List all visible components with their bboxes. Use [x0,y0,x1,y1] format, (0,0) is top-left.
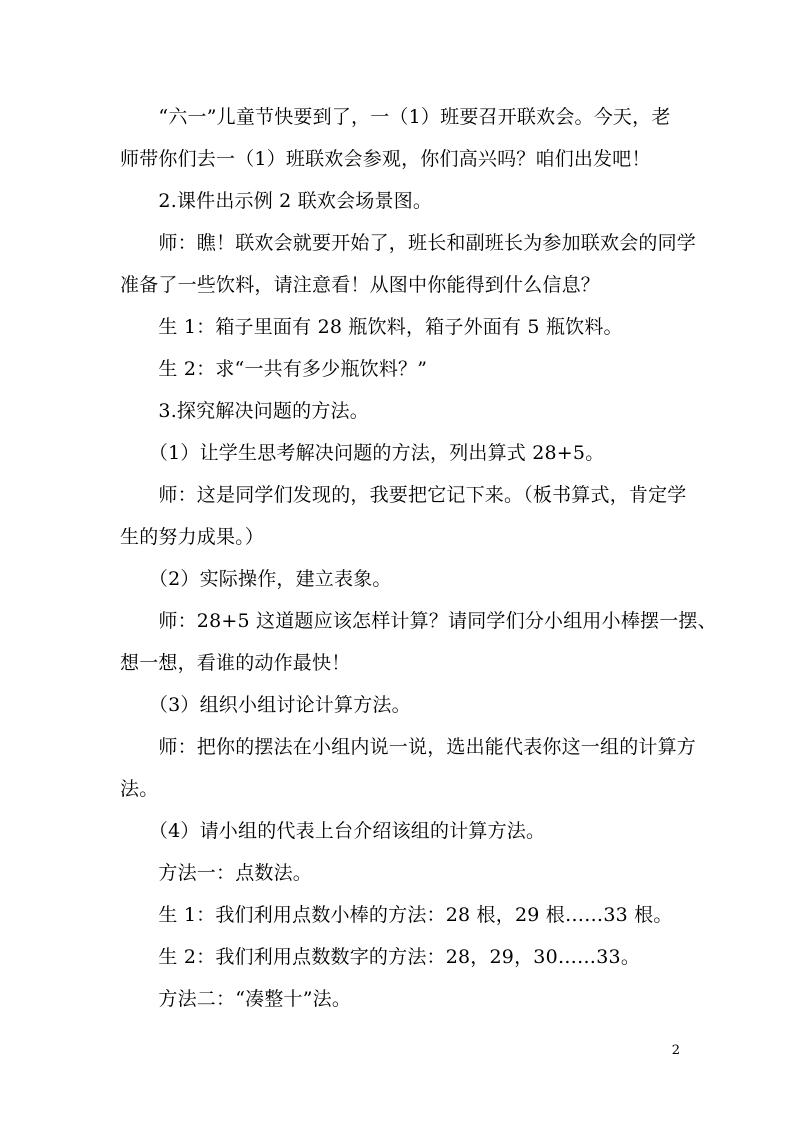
text-line-22: 方法二：“凑整十”法。 [120,988,352,1010]
text-line-3: 2.课件出示例 2 联欢会场景图。 [120,190,433,212]
text-line-1: “六一”儿童节快要到了，一（1）班要召开联欢会。今天，老 [120,106,671,128]
text-line-9: （1）让学生思考解决问题的方法，列出算式 28+5。 [120,442,605,464]
text-line-5: 准备了一些饮料，请注意看！从图中你能得到什么信息？ [120,274,601,296]
text-line-19: 方法一：点数法。 [120,862,313,884]
text-line-17: 法。 [120,778,159,800]
text-line-21: 生 2：我们利用点数数字的方法：28，29，30……33。 [120,946,641,968]
text-line-6: 生 1：箱子里面有 28 瓶饮料，箱子外面有 5 瓶饮料。 [120,316,623,338]
text-line-4: 师：瞧！联欢会就要开始了，班长和副班长为参加联欢会的同学 [120,232,697,254]
text-line-11: 生的努力成果。） [120,526,265,548]
text-line-18: （4）请小组的代表上台介绍该组的计算方法。 [120,820,546,842]
text-line-8: 3.探究解决问题的方法。 [120,400,369,422]
page-number: 2 [671,1043,680,1058]
text-line-13: 师：28+5 这道题应该怎样计算？请同学们分小组用小棒摆一摆、 [120,610,717,632]
text-line-15: （3）组织小组讨论计算方法。 [120,694,411,716]
text-line-7: 生 2：求“一共有多少瓶饮料？” [120,358,428,380]
text-line-14: 想一想，看谁的动作最快！ [120,652,351,674]
text-line-16: 师：把你的摆法在小组内说一说，选出能代表你这一组的计算方 [120,736,697,758]
text-line-20: 生 1：我们利用点数小棒的方法：28 根，29 根……33 根。 [120,904,673,926]
text-line-12: （2）实际操作，建立表象。 [120,568,392,590]
text-line-2: 师带你们去一（1）班联欢会参观，你们高兴吗？咱们出发吧！ [120,148,651,170]
text-line-10: 师：这是同学们发现的，我要把它记下来。（板书算式，肯定学 [120,484,687,506]
